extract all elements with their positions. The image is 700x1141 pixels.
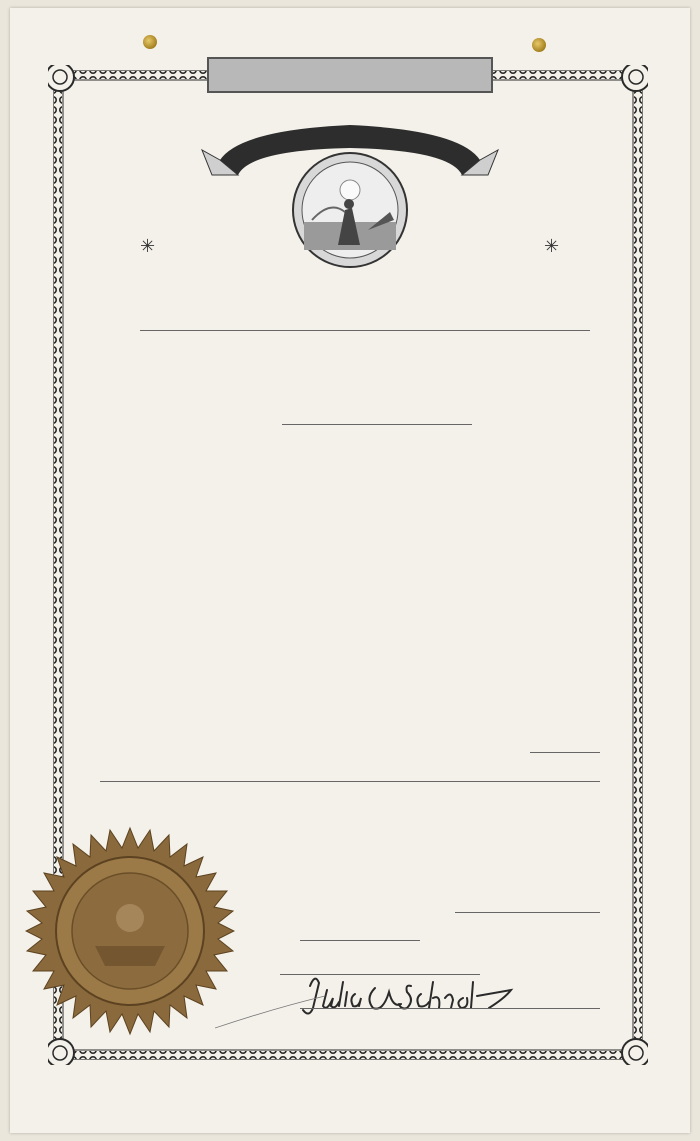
star-ornament-left: ✳: [140, 236, 156, 256]
country-banner: [207, 57, 493, 93]
handwritten-signature: [215, 968, 555, 1038]
brass-fastener-right: [532, 38, 546, 52]
signature-underline: [300, 1008, 600, 1009]
transcript-document-underline: [100, 781, 600, 782]
brass-fastener-left: [143, 35, 157, 49]
gold-seal-icon: [25, 826, 235, 1036]
month-underline: [300, 940, 420, 941]
transcript-underline: [530, 752, 600, 753]
day-underline: [455, 912, 600, 913]
minnesota-seal-icon: [290, 150, 410, 270]
name-underline: [140, 330, 590, 331]
star-ornament-right: ✳: [544, 236, 560, 256]
record-underline: [282, 424, 472, 425]
